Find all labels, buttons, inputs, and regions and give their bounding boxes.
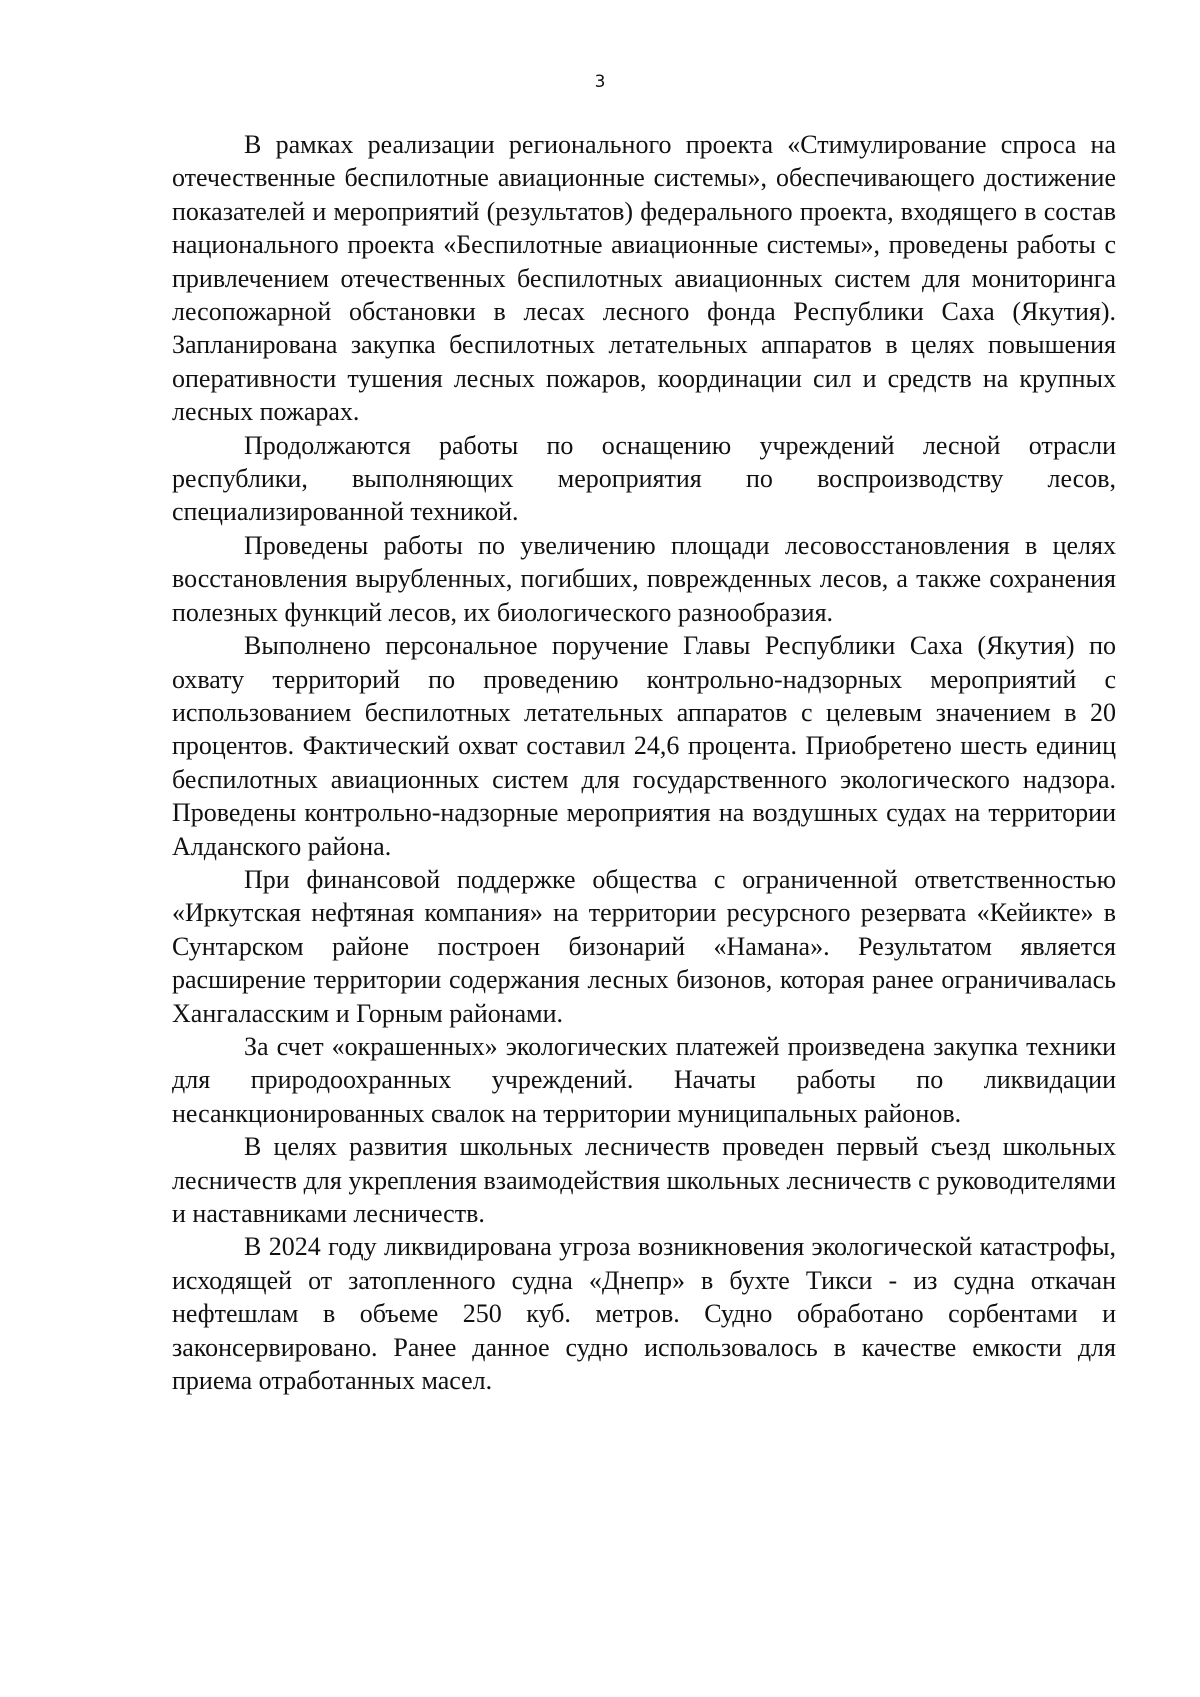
document-body [172, 128, 1116, 1397]
paragraph-bison-enclosure: При финансовой поддержке общества с ограниченной ответственностью «Иркутская нефтяная компания» на территории ресурсного резервата «Кейикте» в Сунтарском районе построен бизонарий «Намана». Результатом является расширение территории содержания лесных бизонов, которая ранее ограничивалась Хангаласским и Горным районами. [172, 864, 1116, 1028]
paragraph-dnepr-vessel: В 2024 году ликвидирована угроза возникновения экологической катастрофы, исходящей от затопленного судна «Днепр» в бухте Тикси - из судна откачан нефтешлам в объеме 250 куб. метров. Судно обработано сорбентами и законсервировано. Ранее данное судно использовалось в качестве емкости для приема отработанных масел. [172, 1232, 1116, 1396]
paragraph-school-forestries: В целях развития школьных лесничеств проведен первый съезд школьных лесничеств для укрепления взаимодействия школьных лесничеств с руководителями и наставниками лесничеств. [172, 1132, 1116, 1228]
paragraph-reforestation: Проведены работы по увеличению площади лесовосстановления в целях восстановления вырубленных, погибших, поврежденных лесов, а также сохранения полезных функций лесов, их биологического разнообразия. [172, 530, 1116, 627]
page-number: 3 [594, 72, 606, 92]
paragraph-equipment: Продолжаются работы по оснащению учреждений лесной отрасли республики, выполняющих мероприятия по воспроизводству лесов, специализированной техникой. [172, 430, 1116, 527]
paragraph-drone-project: В рамках реализации регионального проекта «Стимулирование спроса на отечественные беспилотные авиационные системы», обеспечивающего достижение показателей и мероприятий (результатов) федерального проекта, входящего в состав национального проекта «Беспилотные авиационные системы», проведены работы с привлечением отечественных беспилотных авиационных систем для мониторинга лесопожарной обстановки в лесах лесного фонда Республики Саха (Якутия). Запланирована закупка беспилотных летательных аппаратов в целях повышения оперативности тушения лесных пожаров, координации сил и средств на крупных лесных пожарах. [172, 130, 1116, 427]
paragraph-eco-payments: За счет «окрашенных» экологических платежей произведена закупка техники для природоохранных учреждений. Начаты работы по ликвидации несанкционированных свалок на территории муниципальных районов. [172, 1031, 1116, 1128]
paragraph-personal-order: Выполнено персональное поручение Главы Республики Саха (Якутия) по охвату территорий по проведению контрольно-надзорных мероприятий с использованием беспилотных летательных аппаратов с целевым значением в 20 процентов. Фактический охват составил 24,6 процента. Приобретено шесть единиц беспилотных авиационных систем для государственного экологического надзора. Проведены контрольно-надзорные мероприятия на воздушных судах на территории Алданского района. [172, 631, 1116, 861]
